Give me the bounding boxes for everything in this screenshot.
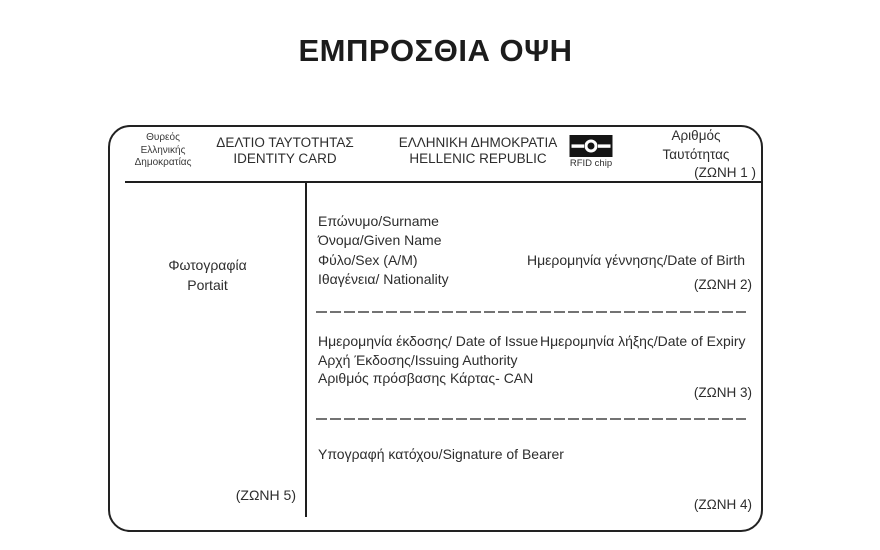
zone2-zone3-separator-line — [316, 311, 746, 313]
photo-column-divider-line — [305, 183, 307, 517]
nationality-field-label: Ιθαγένεια/ Nationality — [318, 270, 449, 287]
country-name-greek: ΕΛΛΗΝΙΚΗ ΔΗΜΟΚΡΑΤΙΑ — [398, 135, 558, 150]
crest-label-line: Ελληνικής — [140, 144, 186, 156]
page-title: ΕΜΠΡΟΣΘΙΑ ΟΨΗ — [298, 33, 573, 68]
id-number-block — [636, 127, 756, 183]
coat-of-arms-placeholder — [120, 132, 206, 170]
country-title-block — [398, 135, 558, 167]
id-number-label-line: Αριθμός — [671, 128, 721, 143]
issuing-authority-field-label: Αρχή Έκδοσης/Issuing Authority — [318, 351, 518, 368]
card-access-number-field-label: Αριθμός πρόσβασης Κάρτας- CAN — [318, 370, 534, 387]
zone3-zone4-separator-line — [316, 418, 746, 420]
surname-field-label: Επώνυμο/Surname — [318, 213, 439, 229]
zone3-fields — [318, 332, 538, 388]
date-of-issue-field-label: Ημερομηνία έκδοσης/ Date of Issue — [318, 333, 539, 349]
rfid-chip-caption: RFID chip — [569, 158, 613, 169]
crest-label-line: Δημοκρατίας — [134, 157, 192, 168]
zone2-fields — [318, 212, 449, 289]
photo-area-label — [110, 255, 305, 295]
zone3-label: (ΖΩΝΗ 3) — [693, 385, 752, 400]
photo-label-english: Portait — [187, 277, 228, 293]
document-title-english: IDENTITY CARD — [233, 151, 337, 166]
sex-field-label: Φύλο/Sex (Α/Μ) — [318, 251, 418, 268]
date-of-birth-field-label: Ημερομηνία γέννησης/Date of Birth — [527, 251, 746, 268]
rfid-chip-block — [560, 135, 622, 169]
header-separator-line — [125, 181, 763, 183]
id-number-label-line: Ταυτότητας — [662, 146, 730, 162]
zone2-label: (ΖΩΝΗ 2) — [693, 277, 752, 292]
signature-field-label: Υπογραφή κατόχου/Signature of Bearer — [318, 446, 564, 462]
zone5-label: (ΖΩΝΗ 5) — [235, 487, 296, 503]
identity-card-front-diagram — [108, 125, 763, 532]
zone1-label: (ΖΩΝΗ 1 ) — [694, 165, 756, 180]
given-name-field-label: Όνομα/Given Name — [318, 232, 442, 249]
country-name-english: HELLENIC REPUBLIC — [409, 151, 547, 166]
rfid-chip-icon — [560, 135, 622, 157]
crest-label-line: Θυρεός — [146, 132, 180, 143]
date-of-expiry-field-label: Ημερομηνία λήξης/Date of Expiry — [540, 333, 746, 349]
zone4-label: (ΖΩΝΗ 4) — [693, 497, 752, 512]
photo-label-greek: Φωτογραφία — [168, 257, 247, 273]
document-title-block — [210, 135, 360, 167]
document-title-greek: ΔΕΛΤΙΟ ΤΑΥΤΟΤΗΤΑΣ — [216, 135, 354, 150]
